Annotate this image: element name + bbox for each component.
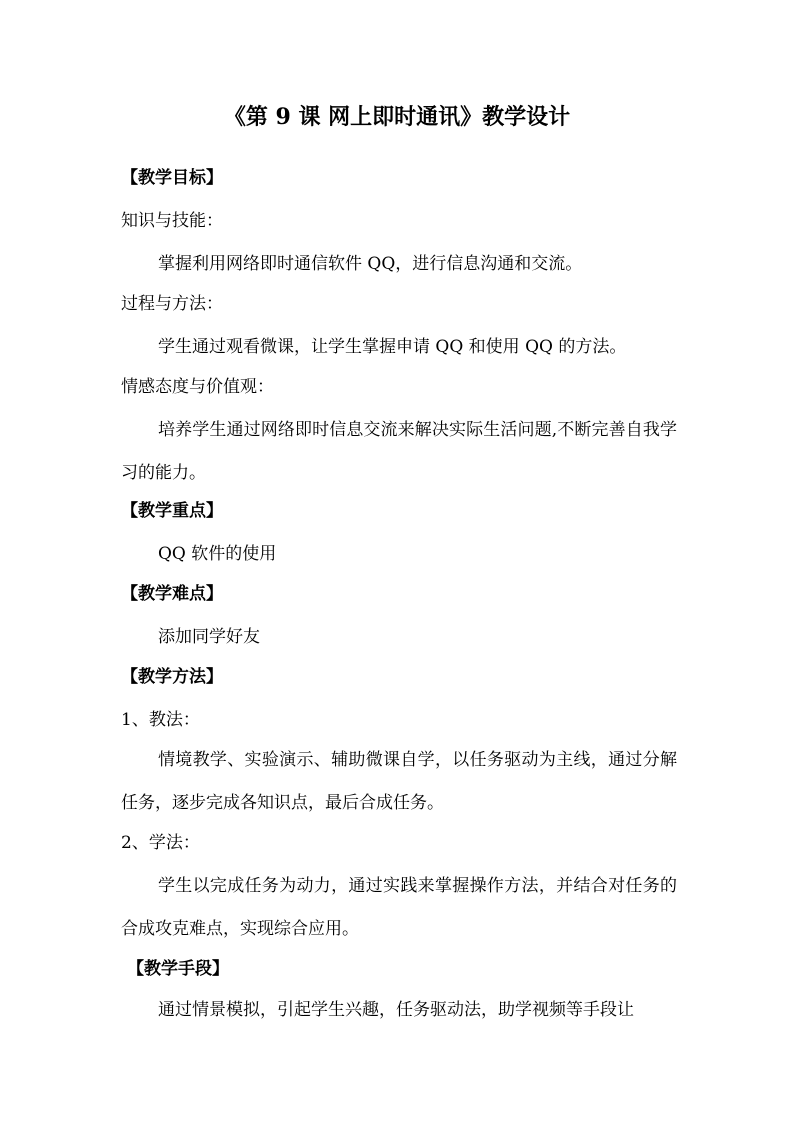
difficulty-text: 添加同学好友	[158, 627, 260, 647]
teach-method-text: 情境教学、实验演示、辅助微课自学，以任务驱动为主线，通过分解任务，逐步完成各知识点，最后合成任务。	[121, 750, 677, 813]
emotion-text: 培养学生通过网络即时信息交流来解决实际生活问题,不断完善自我学习的能力。	[121, 420, 677, 483]
process-text: 学生通过观看微课，让学生掌握申请 QQ 和使用 QQ 的方法。	[158, 337, 627, 357]
emotion-label: 情感态度与价值观：	[121, 377, 274, 397]
key-heading: 【教学重点】	[121, 501, 223, 521]
learn-method-text: 学生以完成任务为动力，通过实践来掌握操作方法，并结合对任务的合成攻克难点，实现综合应用。	[121, 876, 677, 939]
difficulty-heading: 【教学难点】	[121, 584, 223, 604]
means-text: 通过情景模拟，引起学生兴趣，任务驱动法，助学视频等手段让	[158, 1000, 634, 1020]
teach-method-label: 1、教法：	[121, 710, 200, 730]
key-text: QQ 软件的使用	[158, 544, 277, 564]
knowledge-text: 掌握利用网络即时通信软件 QQ，进行信息沟通和交流。	[158, 254, 583, 274]
learn-method-label: 2、学法：	[121, 833, 200, 853]
objectives-heading: 【教学目标】	[121, 168, 223, 188]
method-heading: 【教学方法】	[121, 667, 223, 687]
process-label: 过程与方法：	[121, 294, 223, 314]
means-heading: 【教学手段】	[127, 959, 229, 979]
knowledge-label: 知识与技能：	[121, 211, 223, 231]
document-title: 《第 9 课 网上即时通讯》教学设计	[223, 104, 571, 130]
